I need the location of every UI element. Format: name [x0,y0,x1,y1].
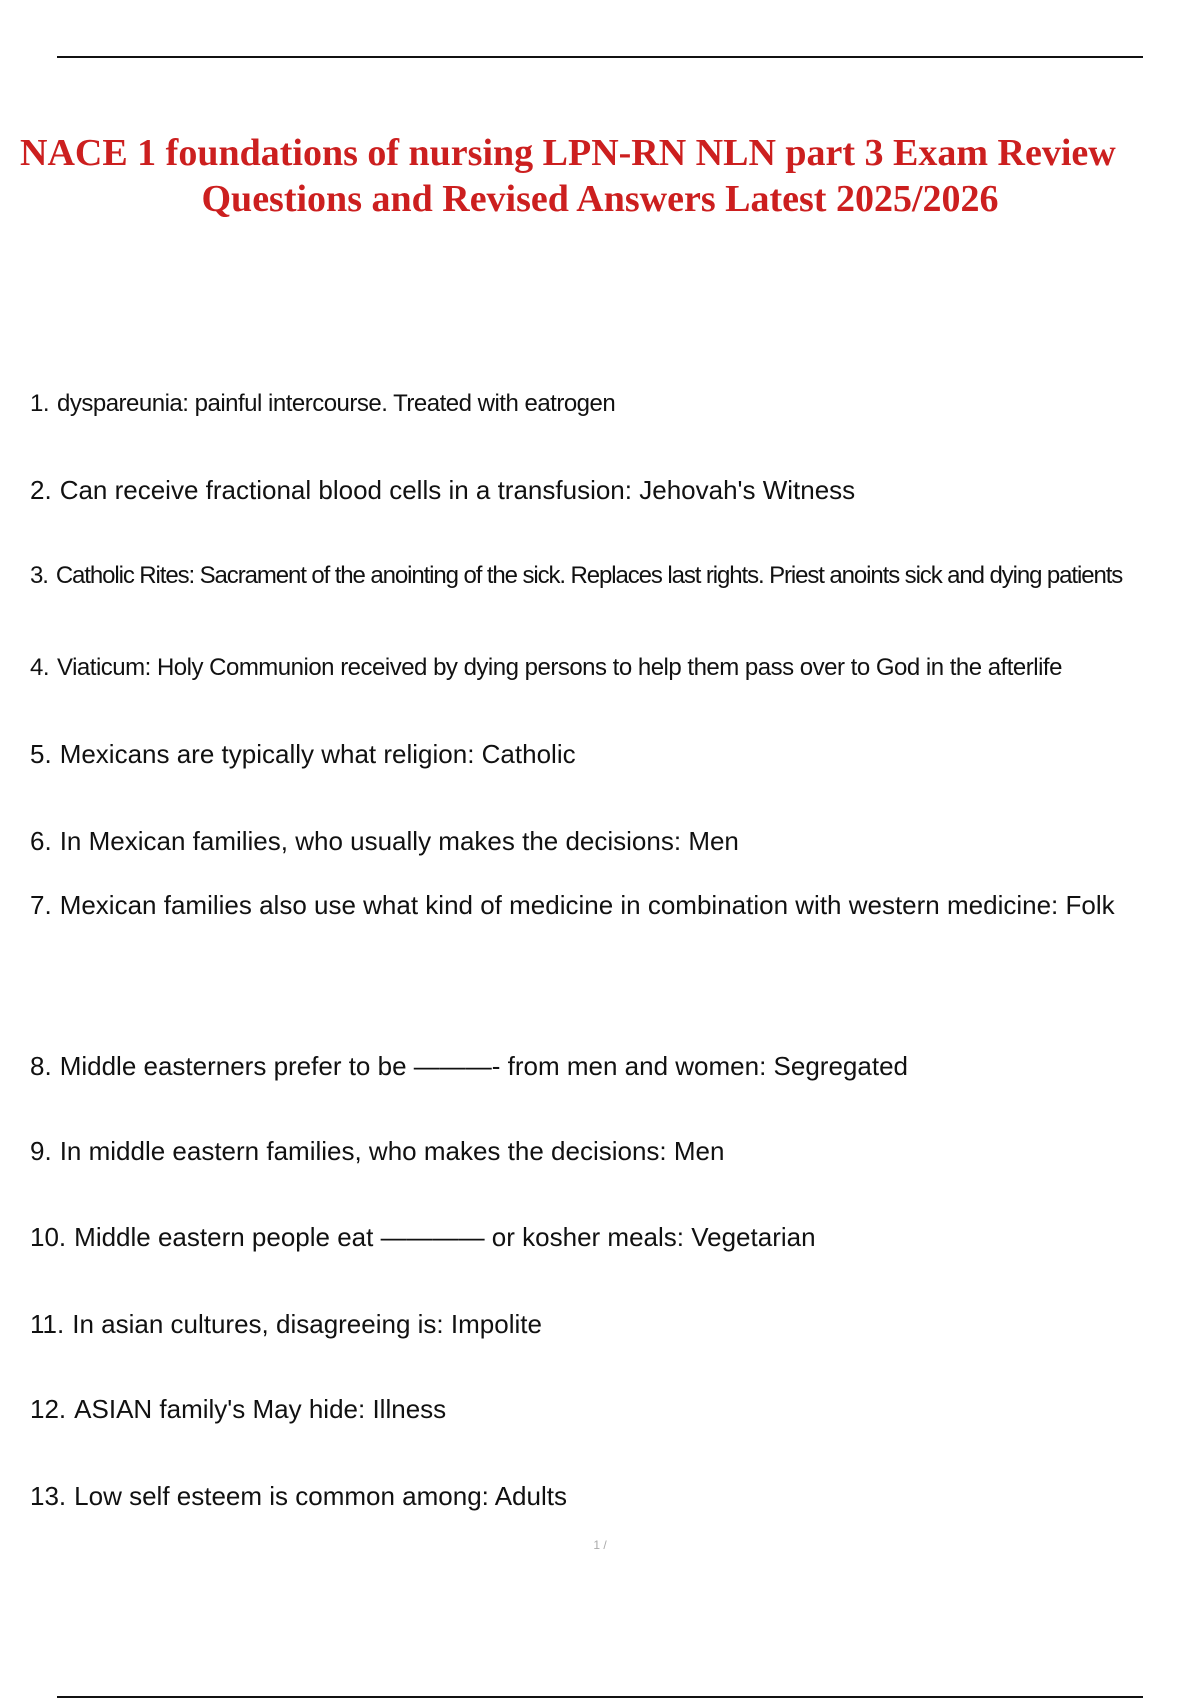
item-number: 9. [30,1136,52,1166]
item-question: Middle easterners prefer to be ———- from men and women: [59,1051,767,1081]
list-item [30,1050,1170,1082]
page-number: 1 / [593,1538,607,1552]
item-answer: Vegetarian [691,1222,816,1252]
item-answer: Holy Communion received by dying persons to help them pass over to God in the afterlife [156,654,1062,681]
item-question: ASIAN family's May hide: [74,1394,366,1424]
list-item [30,388,1170,420]
document-title [20,130,1200,222]
item-answer: Impolite [450,1309,542,1339]
bottom-rule [57,1696,1143,1698]
title-line-1: NACE 1 foundations of nursing LPN-RN NLN part 3 Exam Review [20,132,1116,174]
list-item [30,1393,1170,1425]
item-number: 8. [30,1051,52,1081]
item-number: 7. [30,890,52,920]
item-number: 12. [30,1394,67,1424]
list-item [30,474,1170,506]
item-question: In asian cultures, disagreeing is: [72,1309,444,1339]
item-answer: Men [688,826,739,856]
item-answer: Catholic [481,739,576,769]
item-question: Mexican families also use what kind of medicine in combination with western medicine: [59,890,1059,920]
list-item [30,1221,1170,1253]
item-number: 3. [30,562,48,589]
list-item [30,1135,1170,1167]
item-number: 5. [30,739,52,769]
item-answer: painful intercourse. Treated with eatrogen [194,390,616,417]
list-item [30,738,1170,770]
list-item [30,825,1170,857]
list-item [30,872,1150,938]
title-line-2: Questions and Revised Answers Latest 2025/2026 [201,178,999,220]
list-item [30,652,1170,684]
item-number: 10. [30,1222,67,1252]
item-answer: Illness [372,1394,447,1424]
item-question: In middle eastern families, who makes the decisions: [59,1136,667,1166]
item-question: Low self esteem is common among: [74,1481,489,1511]
item-number: 13. [30,1481,67,1511]
item-question: Middle eastern people eat ———— or kosher meals: [74,1222,684,1252]
item-question: Catholic Rites: [55,562,195,589]
item-question: dyspareunia: [57,390,189,417]
item-number: 6. [30,826,52,856]
item-answer: Folk [1065,890,1115,920]
item-answer: Sacrament of the anointing of the sick. Replaces last rights. Priest anoints sick and dying patients [199,562,1123,589]
item-answer: Segregated [773,1051,908,1081]
item-number: 2. [30,475,52,505]
item-answer: Jehovah's Witness [639,475,856,505]
list-item [30,1308,1170,1340]
item-answer: Adults [494,1481,567,1511]
item-number: 11. [30,1309,65,1339]
top-rule [57,56,1143,58]
item-number: 4. [30,654,50,681]
item-answer: Men [673,1136,725,1166]
list-item [30,560,1170,592]
item-question: Mexicans are typically what religion: [59,739,475,769]
item-question: Can receive fractional blood cells in a transfusion: [59,475,632,505]
item-question: In Mexican families, who usually makes the decisions: [59,826,682,856]
list-item [30,1480,1170,1512]
item-number: 1. [30,390,50,417]
item-question: Viaticum: [57,654,151,681]
